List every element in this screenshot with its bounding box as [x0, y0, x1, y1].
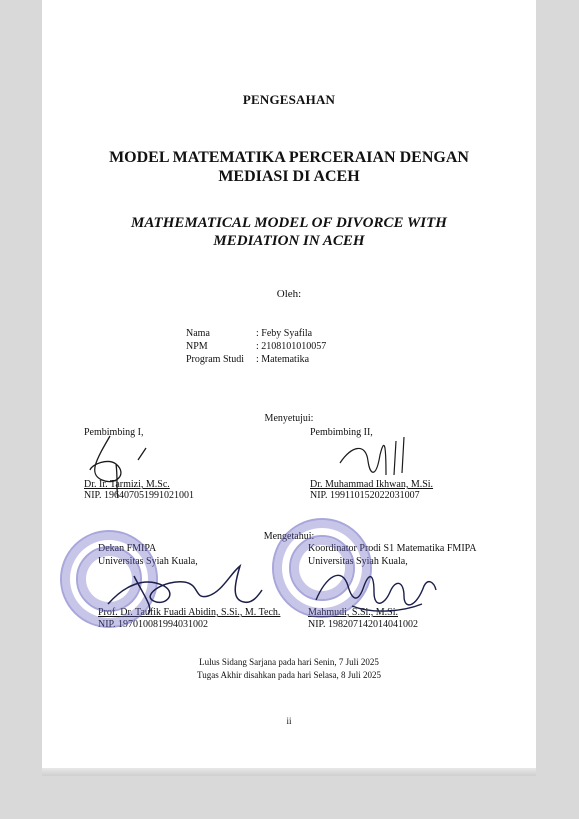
approve-label: Menyetujui: — [264, 413, 314, 424]
student-name-label: Nama — [186, 328, 210, 339]
thesis-title-en-line2: MEDIATION IN ACEH — [213, 233, 365, 249]
coordinator-institution: Universitas Syiah Kuala, — [308, 556, 408, 567]
coordinator-role: Koordinator Prodi S1 Matematika FMIPA — [308, 543, 477, 554]
supervisor1-name: Dr. Ir. Tarmizi, M.Sc. — [84, 479, 170, 490]
document-page — [42, 0, 536, 776]
student-name-value: : Feby Syafila — [256, 328, 313, 339]
dean-institution: Universitas Syiah Kuala, — [98, 556, 198, 567]
scan-edge-shadow — [42, 768, 536, 776]
supervisor2-signature — [338, 435, 428, 485]
coordinator-signature — [312, 556, 442, 616]
student-npm-value: : 2108101010057 — [256, 341, 327, 352]
thesis-title-id-line1: MODEL MATEMATIKA PERCERAIAN DENGAN — [109, 149, 469, 166]
by-label: Oleh: — [276, 288, 302, 300]
page-heading: PENGESAHAN — [242, 92, 336, 107]
thesis-title-id-line2: MEDIASI DI ACEH — [218, 168, 360, 185]
supervisor2-role: Pembimbing II, — [310, 427, 373, 438]
page-number: ii — [286, 716, 292, 726]
student-npm-label: NPM — [186, 341, 208, 352]
dean-name: Prof. Dr. Taufik Fuadi Abidin, S.Si., M. Tech. — [98, 607, 281, 618]
supervisor1-nip: NIP. 196407051991021001 — [84, 490, 195, 501]
student-program-label: Program Studi — [186, 354, 245, 365]
coordinator-nip: NIP. 198207142014041002 — [308, 619, 419, 630]
supervisor1-signature — [82, 430, 162, 500]
supervisor1-role: Pembimbing I, — [84, 427, 144, 438]
dean-signature — [104, 556, 264, 616]
thesis-title-english — [42, 214, 536, 250]
thesis-title-indonesian — [42, 148, 536, 186]
acknowledge-label: Mengetahui: — [263, 531, 315, 542]
footer-defense-date: Lulus Sidang Sarjana pada hari Senin, 7 Juli 2025 — [199, 657, 379, 667]
student-program-value: : Matematika — [256, 354, 310, 365]
dean-nip: NIP. 197010081994031002 — [98, 619, 209, 630]
footer-approval-date: Tugas Akhir disahkan pada hari Selasa, 8 Juli 2025 — [197, 670, 381, 680]
dean-role: Dekan FMIPA — [98, 543, 157, 554]
thesis-title-en-line1: MATHEMATICAL MODEL OF DIVORCE WITH — [131, 215, 447, 231]
supervisor2-name: Dr. Muhammad Ikhwan, M.Si. — [310, 479, 434, 490]
coordinator-name: Mahmudi, S.Si., M.Si. — [308, 607, 399, 618]
supervisor2-nip: NIP. 199110152022031007 — [310, 490, 420, 501]
